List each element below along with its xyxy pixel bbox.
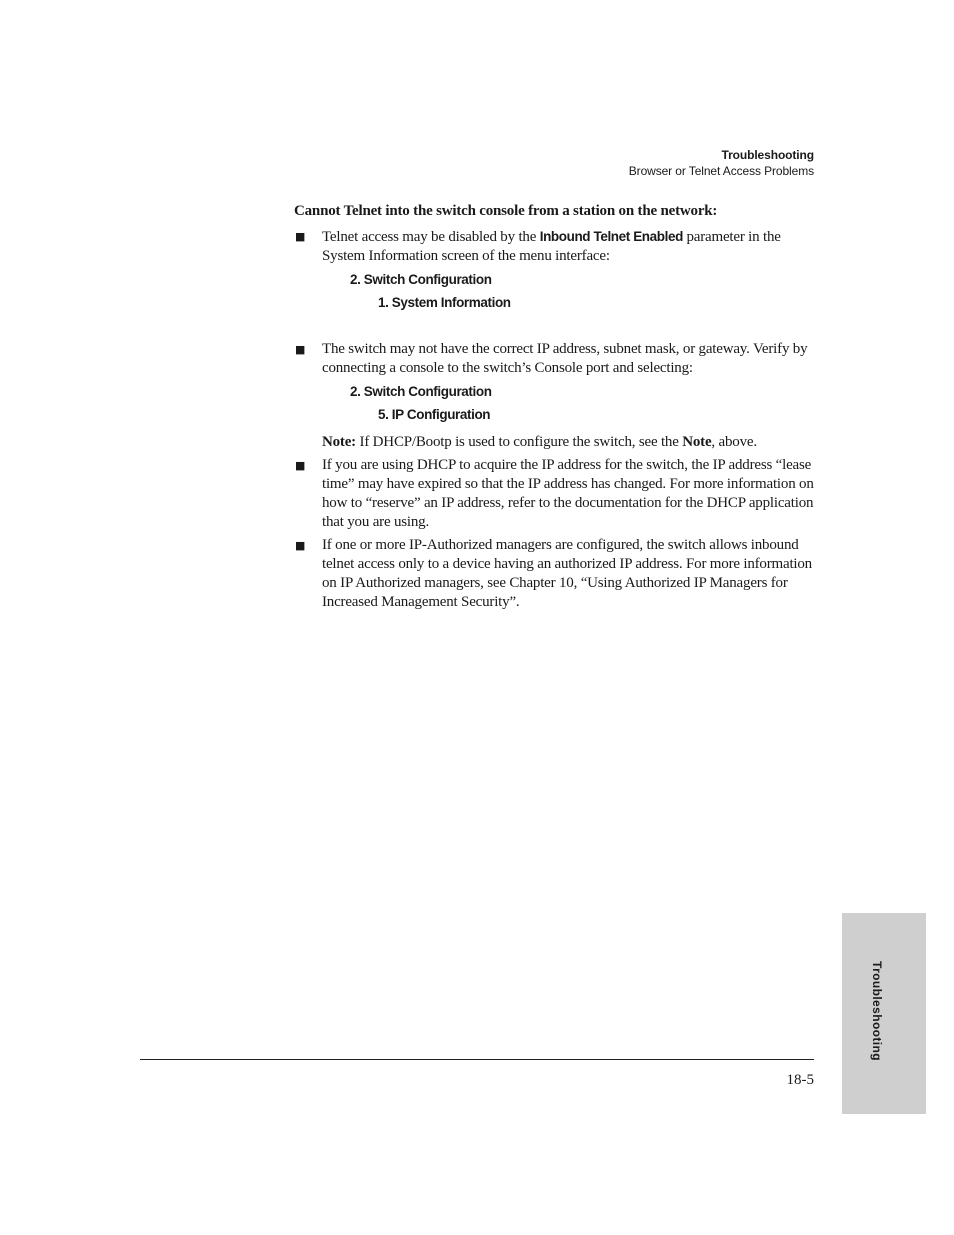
parameter-name: Inbound Telnet Enabled — [539, 229, 683, 244]
menu-path-level1: 2. Switch Configuration — [350, 272, 492, 287]
note-paragraph — [294, 433, 814, 452]
menu-path-level1: 2. Switch Configuration — [350, 384, 492, 399]
bullet-text: If you are using DHCP to acquire the IP address for the switch, the IP address “lease time” may have expired so that the IP address has changed. For more information on how to “reserve” an IP address, refer to the documentation for the DHCP application that you are using. — [322, 457, 814, 530]
chapter-side-tab — [842, 913, 926, 1114]
bullet-text-before: Telnet access may be disabled by the — [322, 229, 540, 245]
bullet-text-after: parameter in the System Information screen of the menu interface: — [322, 229, 781, 264]
bullet-marker: ■ — [295, 539, 306, 552]
page-number: 18-5 — [786, 1072, 814, 1088]
header-chapter-title: Troubleshooting — [721, 148, 814, 162]
note-text-before: If DHCP/Bootp is used to configure the switch, see the — [355, 434, 683, 450]
problem-heading: Cannot Telnet into the switch console from a station on the network: — [294, 203, 718, 219]
running-header — [629, 147, 814, 179]
note-text-after: , above. — [711, 434, 757, 450]
list-item — [294, 536, 814, 612]
bullet-text: If one or more IP-Authorized managers are configured, the switch allows inbound telnet access only to a device having an authorized IP address. For more information on IP Authorized managers, see Chapter 10, “Using Authorized IP Managers for Increased Management Security”. — [322, 537, 812, 610]
list-item — [294, 340, 814, 378]
bullet-text: The switch may not have the correct IP address, subnet mask, or gateway. Verify by connecting a console to the switch’s Console port and selecting: — [322, 341, 808, 376]
side-tab-label: Troubleshooting — [870, 961, 884, 1061]
main-content — [294, 202, 814, 616]
list-item — [294, 227, 814, 266]
note-reference: Note — [682, 434, 712, 450]
footer-rule — [140, 1059, 814, 1060]
bullet-marker: ■ — [295, 459, 306, 472]
list-item — [294, 456, 814, 532]
bullet-marker: ■ — [295, 230, 306, 243]
header-section-title: Browser or Telnet Access Problems — [628, 164, 814, 178]
menu-path-level2: 1. System Information — [378, 295, 511, 310]
note-label: Note: — [322, 434, 356, 450]
bullet-marker: ■ — [295, 343, 306, 356]
menu-path-level2: 5. IP Configuration — [378, 407, 491, 422]
